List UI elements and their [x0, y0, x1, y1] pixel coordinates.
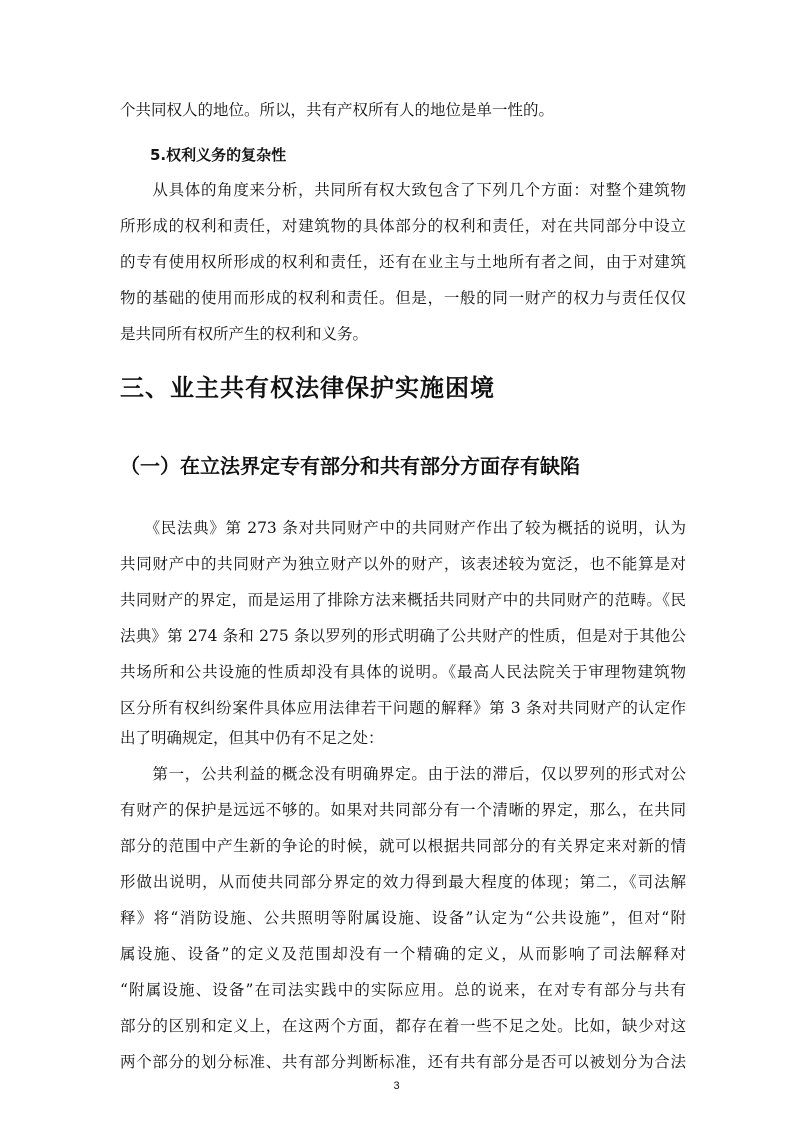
paragraph-line: 物的基础的使用而形成的权利和责任。但是，一般的同一财产的权力与责任仅仅 [120, 289, 686, 307]
chapter-title: 三、业主共有权法律保护实施困境 [120, 374, 495, 402]
paragraph-line: 共同财产的界定，而是运用了排除方法来概括共同财产中的共同财产的范畴。《民 [120, 591, 686, 609]
paragraph-line: 第一，公共利益的概念没有明确界定。由于法的滞后，仅以罗列的形式对公 [120, 765, 686, 783]
paragraph-line: 区分所有权纠纷案件具体应用法律若干问题的解释》第 3 条对共同财产的认定作 [120, 699, 686, 717]
paragraph-line: 属设施、设备”的定义及范围却没有一个精确的定义，从而影响了司法解释对 [120, 945, 686, 963]
paragraph-line: 释》将“消防设施、公共照明等附属设施、设备”认定为“公共设施”，但对“附 [120, 909, 686, 927]
section-heading-5: 5.权利义务的复杂性 [150, 146, 287, 164]
paragraph-line: 《民法典》第 273 条对共同财产中的共同财产作出了较为概括的说明，认为 [120, 519, 686, 537]
paragraph-line: 从具体的角度来分析，共同所有权大致包含了下列几个方面：对整个建筑物 [120, 181, 686, 199]
paragraph-line: 是共同所有权所产生的权利和义务。 [120, 325, 369, 343]
paragraph-line: 部分的范围中产生新的争论的时候，就可以根据共同部分的有关界定来对新的情 [120, 837, 686, 855]
paragraph-line: 部分的区别和定义上，在这两个方面，都存在着一些不足之处。比如，缺少对这 [120, 1017, 686, 1035]
paragraph-line: 个共同权人的地位。所以，共有产权所有人的地位是单一性的。 [120, 101, 555, 119]
page-number: 3 [393, 1080, 400, 1092]
paragraph-line: 所形成的权利和责任，对建筑物的具体部分的权利和责任，对在共同部分中设立 [120, 217, 686, 235]
paragraph-line: 共同财产中的共同财产为独立财产以外的财产，该表述较为宽泛，也不能算是对 [120, 555, 686, 573]
paragraph-line: 出了明确规定，但其中仍有不足之处： [120, 729, 384, 747]
paragraph-line: 法典》第 274 条和 275 条以罗列的形式明确了公共财产的性质，但是对于其他公 [120, 627, 686, 645]
paragraph-line: “附属设施、设备”在司法实践中的实际应用。总的说来，在对专有部分与共有 [120, 981, 686, 999]
paragraph-line: 两个部分的划分标准、共有部分判断标准，还有共有部分是否可以被划分为合法 [120, 1053, 686, 1071]
paragraph-line: 有财产的保护是远远不够的。如果对共同部分有一个清晰的界定，那么，在共同 [120, 801, 686, 819]
paragraph-line: 的专有使用权所形成的权利和责任，还有在业主与土地所有者之间，由于对建筑 [120, 253, 686, 271]
subsection-title: （一）在立法界定专有部分和共有部分方面存有缺陷 [120, 454, 580, 478]
paragraph-line: 形做出说明，从而使共同部分界定的效力得到最大程度的体现；第二，《司法解 [120, 873, 686, 891]
paragraph-line: 共场所和公共设施的性质却没有具体的说明。《最高人民法院关于审理物建筑物 [120, 663, 686, 681]
